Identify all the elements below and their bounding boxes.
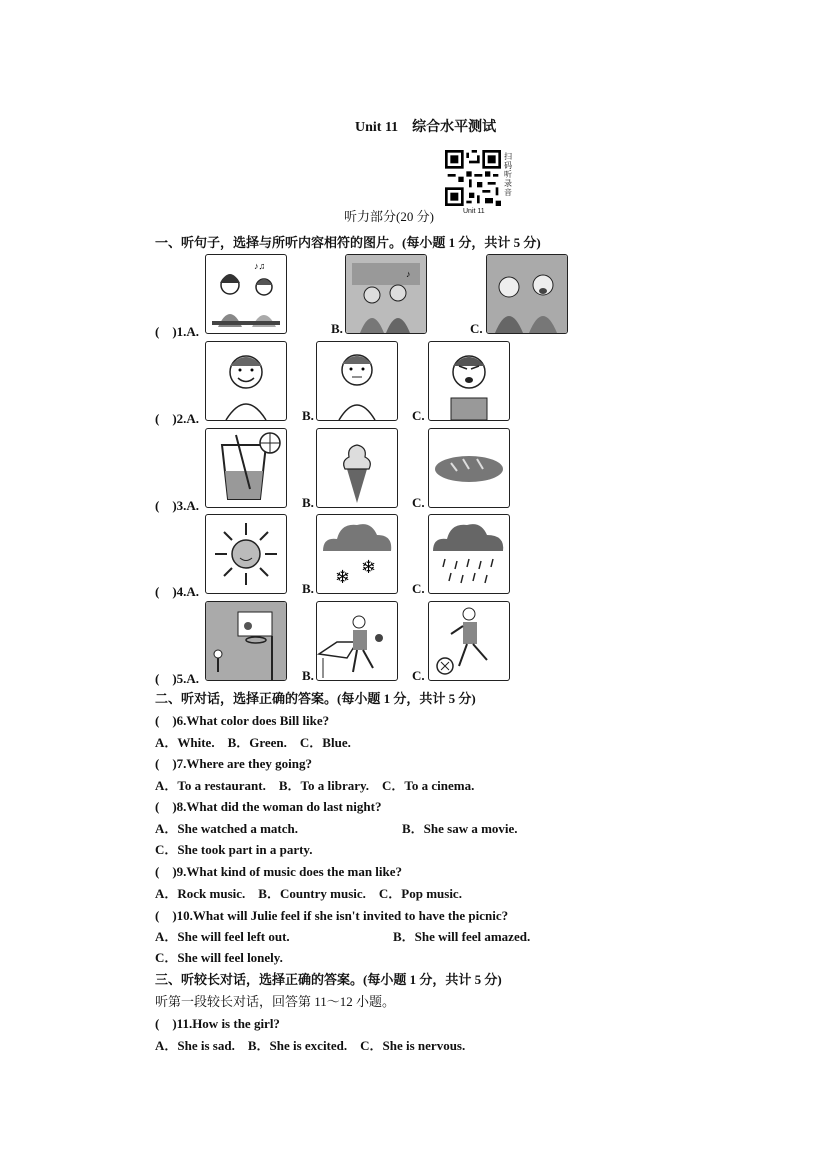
qr-side-text: 扫码听录音 [504, 152, 512, 197]
q3-label: ( )3.A. [155, 498, 200, 513]
q11-question: ( )11.How is the girl? [155, 1016, 280, 1031]
q2-b-label: B. [302, 408, 314, 423]
bread-loaf-picture [428, 428, 510, 508]
q4-c-label: C. [412, 581, 425, 596]
q8-option-a: A．She watched a match. [155, 821, 298, 836]
q5-c-label: C. [412, 668, 425, 683]
section1-title: 一、听句子，选择与所听内容相符的图片。(每小题 1 分，共计 5 分) [155, 235, 541, 250]
q9-question: ( )9.What kind of music does the man like? [155, 864, 403, 879]
happy-boy-picture [205, 341, 287, 421]
q3-b-label: B. [302, 495, 314, 510]
q4-b-label: B. [302, 581, 314, 596]
rain-cloud-picture [428, 514, 510, 594]
snow-cloud-picture [316, 514, 398, 594]
soccer-picture [428, 601, 510, 681]
angry-boy-picture [428, 341, 510, 421]
svg-text:❄: ❄ [361, 557, 377, 577]
q8-option-c: C．She took part in a party. [155, 842, 313, 857]
qr-caption: Unit 11 [463, 208, 485, 215]
q10-question: ( )10.What will Julie feel if she isn't invited to have the picnic? [155, 908, 509, 923]
q8-question: ( )8.What did the woman do last night? [155, 799, 382, 814]
basketball-picture [205, 601, 287, 681]
q10-option-c: C．She will feel lonely. [155, 950, 283, 965]
q1-c-label: C. [470, 321, 483, 336]
concert-crowd-picture [345, 254, 427, 334]
page-title: Unit 11 综合水平测试 [355, 120, 497, 135]
q5-b-label: B. [302, 668, 314, 683]
q6-options: A．White. B．Green. C．Blue. [155, 735, 351, 750]
svg-text:♪♫: ♪♫ [254, 261, 266, 271]
section2-title: 二、听对话，选择正确的答案。(每小题 1 分，共计 5 分) [155, 691, 476, 706]
q2-c-label: C. [412, 408, 425, 423]
q8-option-b: B．She saw a movie. [402, 821, 518, 836]
q3-c-label: C. [412, 495, 425, 510]
qr-code-icon [445, 150, 501, 206]
scared-audience-picture [486, 254, 568, 334]
juice-glass-picture [205, 428, 287, 508]
q7-options: A．To a restaurant. B．To a library. C．To a cinema. [155, 778, 475, 793]
q6-question: ( )6.What color does Bill like? [155, 713, 330, 728]
svg-text:❄: ❄ [335, 567, 351, 587]
q10-option-b: B．She will feel amazed. [393, 929, 531, 944]
q5-label: ( )5.A. [155, 671, 200, 686]
q10-option-a: A．She will feel left out. [155, 929, 290, 944]
q9-options: A．Rock music. B．Country music. C．Pop music. [155, 886, 462, 901]
ping-pong-picture [316, 601, 398, 681]
listening-header: 听力部分(20 分) [344, 209, 434, 224]
dining-couple-picture [205, 254, 287, 334]
q1-label: ( )1.A. [155, 324, 200, 339]
section3-intro: 听第一段较长对话，回答第 11～12 小题。 [155, 994, 396, 1009]
q7-question: ( )7.Where are they going? [155, 756, 312, 771]
ice-cream-picture [316, 428, 398, 508]
section3-title: 三、听较长对话，选择正确的答案。(每小题 1 分，共计 5 分) [155, 972, 502, 987]
q11-options: A．She is sad. B．She is excited. C．She is nervous. [155, 1038, 466, 1053]
calm-boy-picture [316, 341, 398, 421]
q4-label: ( )4.A. [155, 584, 200, 599]
sun-picture [205, 514, 287, 594]
svg-text:♪: ♪ [406, 269, 411, 279]
q2-label: ( )2.A. [155, 411, 200, 426]
q1-b-label: B. [331, 321, 343, 336]
